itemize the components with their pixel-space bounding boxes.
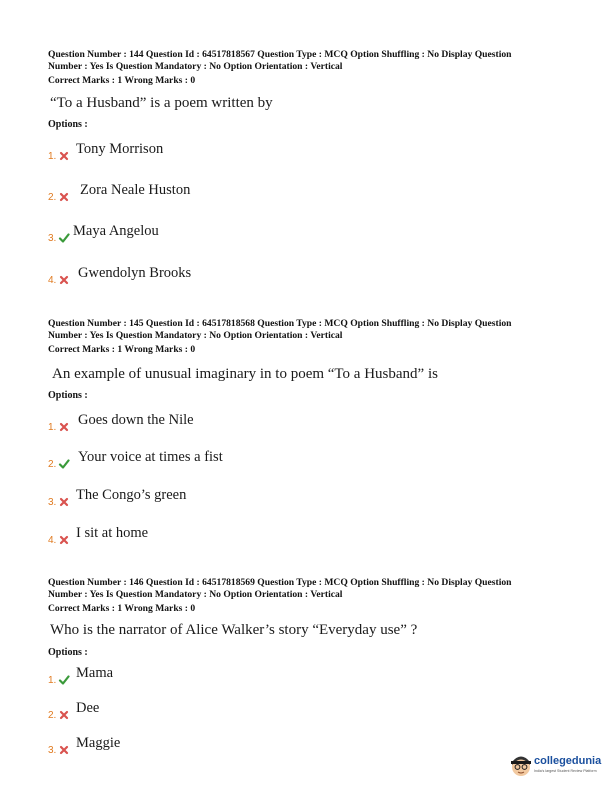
wrong-icon: [58, 191, 70, 203]
question-144-text: “To a Husband” is a poem written by: [50, 95, 273, 111]
question-marks: Correct Marks : 1 Wrong Marks : 0: [48, 74, 196, 86]
option-text: Maya Angelou: [73, 223, 159, 239]
question-meta-line2: Number : Yes Is Question Mandatory : No Option Orientation : Vertical: [48, 61, 343, 73]
wrong-icon: [58, 421, 70, 433]
question-marks: Correct Marks : 1 Wrong Marks : 0: [48, 343, 196, 355]
q146-option-2[interactable]: [48, 697, 348, 721]
option-number: 4.: [48, 275, 57, 286]
question-meta-line1: Question Number : 145 Question Id : 64517818568 Question Type : MCQ Option Shuffling : No Display Question: [48, 318, 512, 329]
wrong-icon: [58, 274, 70, 286]
q145-option-3[interactable]: [48, 484, 348, 508]
question-146-text: Who is the narrator of Alice Walker’s story “Everyday use” ?: [50, 622, 418, 638]
q145-option-4[interactable]: [48, 522, 348, 546]
q146-option-3[interactable]: [48, 732, 348, 756]
option-text: Tony Morrison: [76, 141, 164, 157]
check-icon: [58, 232, 70, 244]
question-meta-line1: Question Number : 146 Question Id : 64517818569 Question Type : MCQ Option Shuffling : No Display Question: [48, 577, 512, 588]
wrong-icon: [58, 150, 70, 162]
option-text: Dee: [76, 700, 100, 716]
question-145-header: [48, 318, 568, 356]
option-number: 3.: [48, 497, 57, 508]
logo-name: collegedunia: [534, 755, 602, 767]
q145-option-1[interactable]: [48, 409, 348, 433]
option-number: 2.: [48, 710, 57, 721]
logo-tagline: India's largest Student Review Platform: [534, 769, 597, 773]
option-text: Goes down the Nile: [78, 412, 194, 428]
option-text: I sit at home: [76, 525, 149, 541]
option-text: The Congo’s green: [76, 487, 187, 503]
option-number: 3.: [48, 745, 57, 756]
question-144-header: [48, 49, 568, 87]
collegedunia-logo: [510, 752, 606, 780]
option-number: 2.: [48, 192, 57, 203]
option-number: 1.: [48, 422, 57, 433]
option-text: Maggie: [76, 735, 121, 751]
option-number: 2.: [48, 459, 57, 470]
mascot-icon: [510, 754, 532, 778]
question-145-text: An example of unusual imaginary in to poem “To a Husband” is: [52, 366, 438, 382]
option-text: Your voice at times a fist: [78, 449, 223, 465]
wrong-icon: [58, 709, 70, 721]
options-label: Options :: [48, 119, 88, 130]
option-number: 4.: [48, 535, 57, 546]
options-label: Options :: [48, 390, 88, 401]
option-text: Zora Neale Huston: [80, 182, 191, 198]
question-meta-line2: Number : Yes Is Question Mandatory : No Option Orientation : Vertical: [48, 330, 343, 342]
q144-option-4[interactable]: [48, 262, 348, 286]
options-label: Options :: [48, 647, 88, 658]
wrong-icon: [58, 496, 70, 508]
q146-option-1[interactable]: [48, 662, 348, 686]
q144-option-2[interactable]: [48, 179, 348, 203]
check-icon: [58, 458, 70, 470]
option-number: 1.: [48, 675, 57, 686]
option-text: Mama: [76, 665, 114, 681]
question-146-header: [48, 577, 568, 615]
option-text: Gwendolyn Brooks: [78, 265, 192, 281]
wrong-icon: [58, 744, 70, 756]
question-marks: Correct Marks : 1 Wrong Marks : 0: [48, 602, 196, 614]
q144-option-1[interactable]: [48, 138, 348, 162]
q145-option-2[interactable]: [48, 446, 348, 470]
option-number: 1.: [48, 151, 57, 162]
question-meta-line2: Number : Yes Is Question Mandatory : No Option Orientation : Vertical: [48, 589, 343, 601]
check-icon: [58, 674, 70, 686]
q144-option-3[interactable]: [48, 220, 348, 244]
option-number: 3.: [48, 233, 57, 244]
question-meta-line1: Question Number : 144 Question Id : 64517818567 Question Type : MCQ Option Shuffling : No Display Question: [48, 49, 512, 60]
wrong-icon: [58, 534, 70, 546]
